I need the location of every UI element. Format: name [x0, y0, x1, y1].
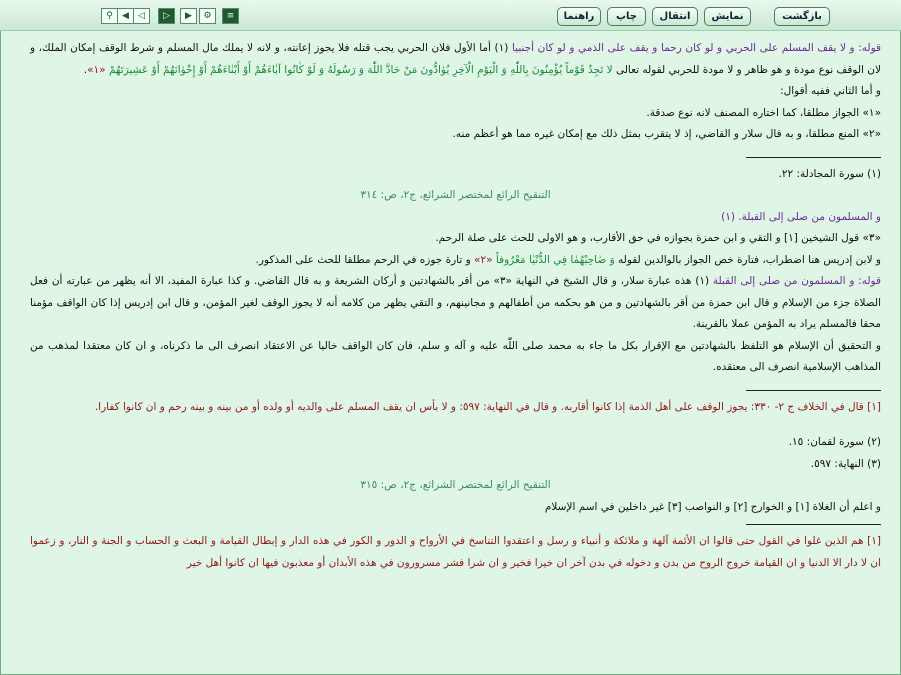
- nav-next-icon[interactable]: ▷: [158, 8, 175, 24]
- paragraph-end: .: [83, 63, 88, 76]
- paragraph-text: و لابن إدريس هنا اضطراب، فتارة خص الجواز بالوالدين لقوله: [614, 253, 881, 266]
- section-heading: و المسلمون من صلى إلى القبلة. (١): [721, 210, 881, 223]
- paragraph-lead: قوله: و المسلمون من صلى إلى القبلة: [712, 275, 881, 287]
- list-item: «١» الجواز مطلقا، كما اختاره المصنف لانه نوع صدقة.: [646, 106, 881, 119]
- transfer-button[interactable]: انتقال: [652, 7, 698, 26]
- paragraph-muslimun: [30, 271, 881, 336]
- print-button[interactable]: چاپ: [607, 7, 646, 26]
- paragraph-line: و اعلم أن الغلاة [١] و الخوارج [٢] و النواصب [٣] غير داخلين في اسم الإسلام: [544, 500, 881, 513]
- page-header: التنقيح الرائع لمختصر الشرائع، ج٢، ص: ٣١٤: [360, 189, 551, 201]
- settings-icon[interactable]: ⚙: [199, 8, 216, 24]
- nav-last-icon[interactable]: ▶: [180, 8, 197, 24]
- paragraph-text: (١) أما الأول فلان الحربي يجب قتله فلا يجوز إعانته، و لانه لا يملك مال المسلم و شرط الوقف إمكان الملك، و لان الوقف نوع مودة و هو ظاهر و لا مودة للحربي لقوله تعالى: [30, 42, 881, 76]
- list-item: «٢» المنع مطلقا، و به قال سلار و القاضي، إذ لا يتقرب بمثل ذلك مع إمكان غيره مما هو أعظم منه.: [452, 128, 881, 140]
- quran-verse: لا تَجِدُ قَوْماً يُؤْمِنُونَ بِاللّٰهِ وَ الْيَوْمِ الْآخِرِ يُوٰادُّونَ مَنْ حَادَّ اللّٰهَ وَ رَسُولَهُ وَ لَوْ كٰانُوا آبٰاءَهُمْ أَوْ أَبْنٰاءَهُمْ أَوْ إِخْوٰانَهُمْ أَوْ عَشِيرَتَهُمْ: [108, 63, 613, 76]
- footnote-red: [١] هم الذين غلوا في القول حتى قالوا ان الأئمة آلهة و ملائكة و أنبياء و رسل و اعتقدوا التناسخ في الأرواح و الدور و الكور في هذه الدار و إبطال القيامة و البعث و الحساب و الجنة و النار، و زعموا ان لا دار الا الدنيا و ان القيامة خروج الروح من بدن و دخوله في بدن آخر ان خيرا فخير و ان شرا فشر مسرورون في هذه الأبدان أو معذبون فيها ان كانوا أهل خير: [30, 535, 881, 569]
- paragraph-idris: [30, 250, 881, 272]
- nav-prev-icon[interactable]: ◁: [133, 8, 150, 24]
- list-item: «٣» قول الشيخين [١] و التقي و ابن حمزة بجوازه في حق الأقارب، و هو الاولى للحث على صلة الرحم.: [435, 232, 881, 244]
- toolbar: [0, 0, 901, 31]
- footnote: (١) سورة المجادلة: ٢٢.: [778, 167, 881, 180]
- footnote: (٢) سورة لقمان: ١٥.: [788, 436, 881, 448]
- document-body: [30, 38, 881, 671]
- footnote-red: [١] قال في الخلاف ج ٢- ٣٣٠: يجوز الوقف على أهل الذمة إذا كانوا أقاربه. و قال في النهاية: ٥٩٧: و لا بأس ان يقف المسلم على والديه أو ولده أو من بينه و بينه رحم و ان كانوا كفارا.: [94, 400, 881, 413]
- page-header: التنقيح الرائع لمختصر الشرائع، ج٢، ص: ٣١٥: [360, 479, 551, 491]
- paragraph-tahqiq: و التحقيق أن الإسلام هو التلفظ بالشهادتين مع الإقرار بكل ما جاء به محمد صلى اللّٰه عليه و آله و سلم، فان كان الواقف خاليا عن الاعتقاد انصرف الى ما ذكرناه، و ان كان معتقدا لمذهب من المذاهب الإسلامية انصرف الى معتقده.: [30, 339, 881, 373]
- list-icon[interactable]: ≡: [222, 8, 239, 24]
- paragraph-text: و تارة جوزه في الرحم مطلقا للحث على المذكور.: [255, 253, 475, 266]
- nav-first-icon[interactable]: ◀: [117, 8, 134, 24]
- footnote: (٣) النهاية: ٥٩٧.: [810, 457, 881, 470]
- paragraph-text: (١) هذه عبارة سلار، و قال الشيخ في النهاية «٣» من أقر بالشهادتين و أركان الشريعة و به قال القاضي. و كذا عبارة المفيد، الا أنه يظهر من عبارته أن فعل الصلاة جزء من الإسلام و قال ابن حمزة من أقر بالشهادتين و من هو بحكمه من أطفالهم و مجانينهم، و التقي يظهر من كلامه أنه لا يجوز الوقف لغير المؤمن، و قال ابن إدريس إذا كان الواقف مؤمنا محقا فالمسلم يراد به المؤمن عملا بالقرينة.: [30, 275, 881, 330]
- footnote-ref: «١»: [87, 63, 106, 76]
- display-button[interactable]: نمایش: [704, 7, 751, 26]
- binoculars-icon[interactable]: ⚲: [101, 8, 118, 24]
- paragraph-line: و أما الثاني ففيه أقوال:: [780, 85, 881, 97]
- paragraph-lead: قوله: و لا يقف المسلم على الحربي و لو كان رحما و يقف على الذمي و لو كان أجنبيا: [511, 42, 882, 54]
- help-button[interactable]: راهنما: [557, 7, 601, 26]
- quran-verse: وَ صٰاحِبْهُمٰا فِي الدُّنْيٰا مَعْرُوفاً: [495, 253, 615, 266]
- footnote-ref: «٢»: [474, 253, 493, 266]
- paragraph-wasf: [30, 38, 881, 81]
- back-button[interactable]: بازگشت: [774, 7, 830, 26]
